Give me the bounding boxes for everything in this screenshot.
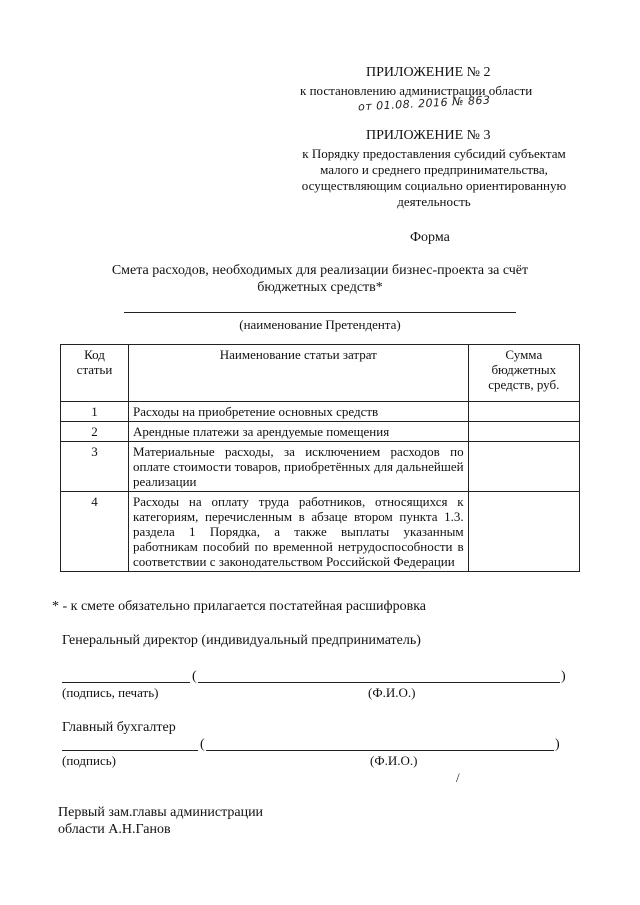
annex3-line: деятельность (397, 194, 471, 209)
director-fio-caption: (Ф.И.О.) (368, 685, 416, 700)
accountant-fio-line (206, 750, 554, 751)
annex3-line: малого и среднего предпринимательства, (320, 162, 548, 177)
title-line: Смета расходов, необходимых для реализации бизнес-проекта за счёт (111, 263, 529, 278)
director-close-paren: ) (561, 669, 566, 684)
annex2-title: ПРИЛОЖЕНИЕ № 2 (366, 65, 491, 80)
accountant-close-paren: ) (555, 737, 560, 752)
row-sum (468, 402, 579, 422)
footnote: * - к смете обязательно прилагается постатейная расшифровка (52, 599, 427, 614)
row-name: Арендные платежи за арендуемые помещения (128, 422, 468, 442)
annex3-line: осуществляющим социально ориентированную (301, 178, 567, 193)
row-sum (468, 492, 579, 572)
row-code: 4 (61, 492, 129, 572)
director-title: Генеральный директор (индивидуальный предприниматель) (62, 633, 421, 648)
annex3-line: к Порядку предоставления субсидий субъектам (302, 146, 566, 161)
director-open-paren: ( (192, 669, 197, 684)
table-row (61, 492, 580, 572)
form-label: Форма (410, 230, 450, 245)
applicant-name-line (124, 312, 516, 313)
annex2-subtitle: к постановлению администрации области (300, 83, 533, 98)
table-row (61, 402, 580, 422)
row-name: Расходы на оплату труда работников, относящихся к категориям, перечисленным в абзаце втором пункта 1.3. раздела 1 Порядка, а также выплаты указанным работникам пособий по временной нетрудоспособности в соответствии с законодательством Российской Федерации (128, 492, 468, 572)
annex3-title: ПРИЛОЖЕНИЕ № 3 (366, 128, 491, 143)
row-code: 1 (61, 402, 129, 422)
row-sum (468, 422, 579, 442)
document-title (60, 262, 580, 296)
handwritten-date-number: от 01.08. 2016 № 863 (357, 93, 491, 114)
cost-table (60, 344, 580, 572)
row-code: 3 (61, 442, 129, 492)
applicant-caption: (наименование Претендента) (239, 317, 401, 332)
row-name: Материальные расходы, за исключением расходов по оплате стоимости товаров, приобретённых для дальнейшей реализации (128, 442, 468, 492)
row-code: 2 (61, 422, 129, 442)
accountant-sign-caption: (подпись) (62, 753, 116, 768)
row-sum (468, 442, 579, 492)
director-fio-line (198, 682, 560, 683)
table-row (61, 442, 580, 492)
table-row (61, 422, 580, 442)
director-signature-line (62, 682, 190, 683)
title-line: бюджетных средств* (257, 280, 383, 295)
signatory-block (58, 804, 263, 838)
annex3-subtitle (268, 146, 600, 210)
accountant-fio-caption: (Ф.И.О.) (370, 753, 418, 768)
row-name: Расходы на приобретение основных средств (128, 402, 468, 422)
header-name: Наименование статьи затрат (128, 345, 468, 402)
header-code: Код статьи (61, 345, 129, 402)
header-sum: Сумма бюджетных средств, руб. (468, 345, 579, 402)
table-header-row (61, 345, 580, 402)
stray-mark: / (456, 770, 460, 785)
signatory-line: области А.Н.Ганов (58, 822, 171, 837)
director-sign-caption: (подпись, печать) (62, 685, 159, 700)
accountant-signature-line (62, 750, 198, 751)
accountant-open-paren: ( (200, 737, 205, 752)
signatory-line: Первый зам.главы администрации (58, 805, 264, 820)
accountant-title: Главный бухгалтер (62, 720, 176, 735)
